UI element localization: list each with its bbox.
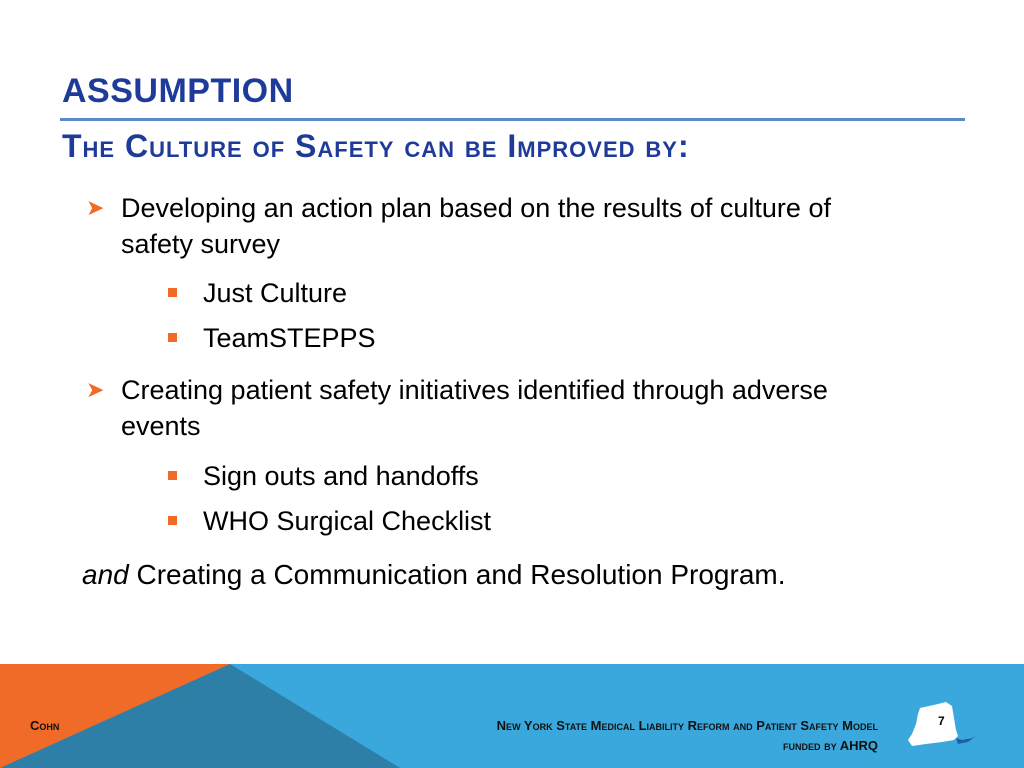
sub-bullet-text: WHO Surgical Checklist	[203, 506, 492, 536]
bullet-item	[86, 190, 876, 262]
footer-project-line2: funded by AHRQ	[782, 738, 878, 753]
bullet-text: Creating patient safety initiatives identified through adverse events	[121, 375, 828, 441]
footer-author: Cohn	[30, 718, 60, 733]
orange-square-icon	[168, 471, 177, 480]
closing-text: Creating a Communication and Resolution Program.	[136, 559, 786, 590]
orange-square-icon	[168, 288, 177, 297]
orange-square-icon	[168, 333, 177, 342]
sub-bullet-item	[168, 458, 479, 494]
footer-project-line1: New York State Medical Liability Reform and Patient Safety Model	[496, 718, 878, 733]
page-number: 7	[938, 714, 945, 728]
sub-bullet-text: TeamSTEPPS	[203, 323, 376, 353]
orange-arrow-icon: ➤	[86, 195, 105, 220]
closing-statement	[82, 557, 786, 593]
closing-italic: and	[82, 559, 129, 590]
slide-subtitle: The Culture of Safety can be Improved by:	[62, 128, 690, 164]
orange-square-icon	[168, 516, 177, 525]
sub-bullet-text: Just Culture	[203, 278, 348, 308]
bullet-text: Developing an action plan based on the results of culture of safety survey	[121, 193, 831, 259]
sub-bullet-item	[168, 320, 376, 356]
sub-bullet-item	[168, 503, 491, 539]
sub-bullet-text: Sign outs and handoffs	[203, 461, 479, 491]
slide-title: ASSUMPTION	[62, 72, 294, 110]
footer-project	[497, 716, 878, 756]
orange-arrow-icon: ➤	[86, 377, 105, 402]
bullet-item	[86, 372, 876, 444]
title-divider	[60, 118, 965, 121]
sub-bullet-item	[168, 275, 347, 311]
